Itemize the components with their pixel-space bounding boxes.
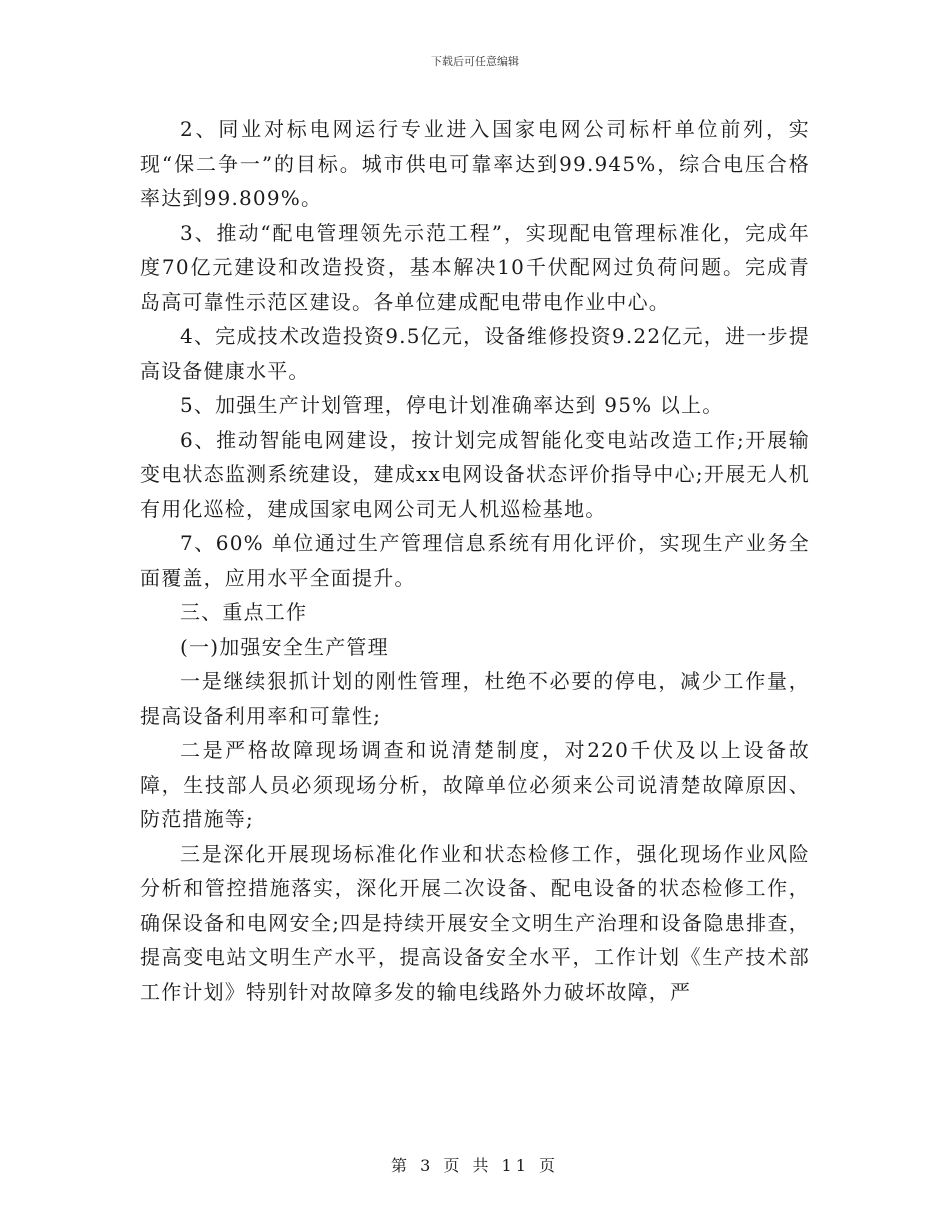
- document-body: [140, 112, 810, 1009]
- paragraph-goal-7: 7、60% 单位通过生产管理信息系统有用化评价，实现生产业务全面覆盖，应用水平全面提升。: [140, 531, 810, 590]
- paragraph-goal-2: 2、同业对标电网运行专业进入国家电网公司标杆单位前列，实现“保二争一”的目标。城市供电可靠率达到99.945%，综合电压合格率达到99.809%。: [140, 117, 810, 210]
- paragraph-goal-5: 5、加强生产计划管理，停电计划准确率达到 95% 以上。: [180, 393, 724, 417]
- paragraph-item-3: 三是深化开展现场标准化作业和状态检修工作，强化现场作业风险分析和管控措施落实，深化开展二次设备、配电设备的状态检修工作，确保设备和电网安全;四是持续开展安全文明生产治理和设备隐患排查，提高变电站文明生产水平，提高设备安全水平，工作计划《生产技术部工作计划》特别针对故障多发的输电线路外力破坏故障，严: [140, 841, 810, 1004]
- paragraph-item-2: 二是严格故障现场调查和说清楚制度，对220千伏及以上设备故障，生技部人员必须现场分析，故障单位必须来公司说清楚故障原因、防范措施等;: [140, 738, 810, 831]
- paragraph-item-1: 一是继续狠抓计划的刚性管理，杜绝不必要的停电，减少工作量，提高设备利用率和可靠性;: [140, 669, 810, 728]
- section-heading: 三、重点工作: [180, 600, 308, 624]
- paragraph-goal-3: 3、推动“配电管理领先示范工程”，实现配电管理标准化，完成年度70亿元建设和改造投资，基本解决10千伏配网过负荷问题。完成青岛高可靠性示范区建设。各单位建成配电带电作业中心。: [140, 220, 810, 314]
- paragraph-goal-4: 4、完成技术改造投资9.5亿元，设备维修投资9.22亿元，进一步提高设备健康水平。: [140, 324, 810, 383]
- page-number: 第 3 页 共 11 页: [391, 1156, 559, 1175]
- subsection-heading: (一)加强安全生产管理: [180, 634, 389, 659]
- page-header: 下载后可任意编辑: [431, 55, 519, 68]
- paragraph-goal-6: 6、推动智能电网建设，按计划完成智能化变电站改造工作;开展输变电状态监测系统建设，建成xx电网设备状态评价指导中心;开展无人机有用化巡检，建成国家电网公司无人机巡检基地。: [140, 427, 810, 521]
